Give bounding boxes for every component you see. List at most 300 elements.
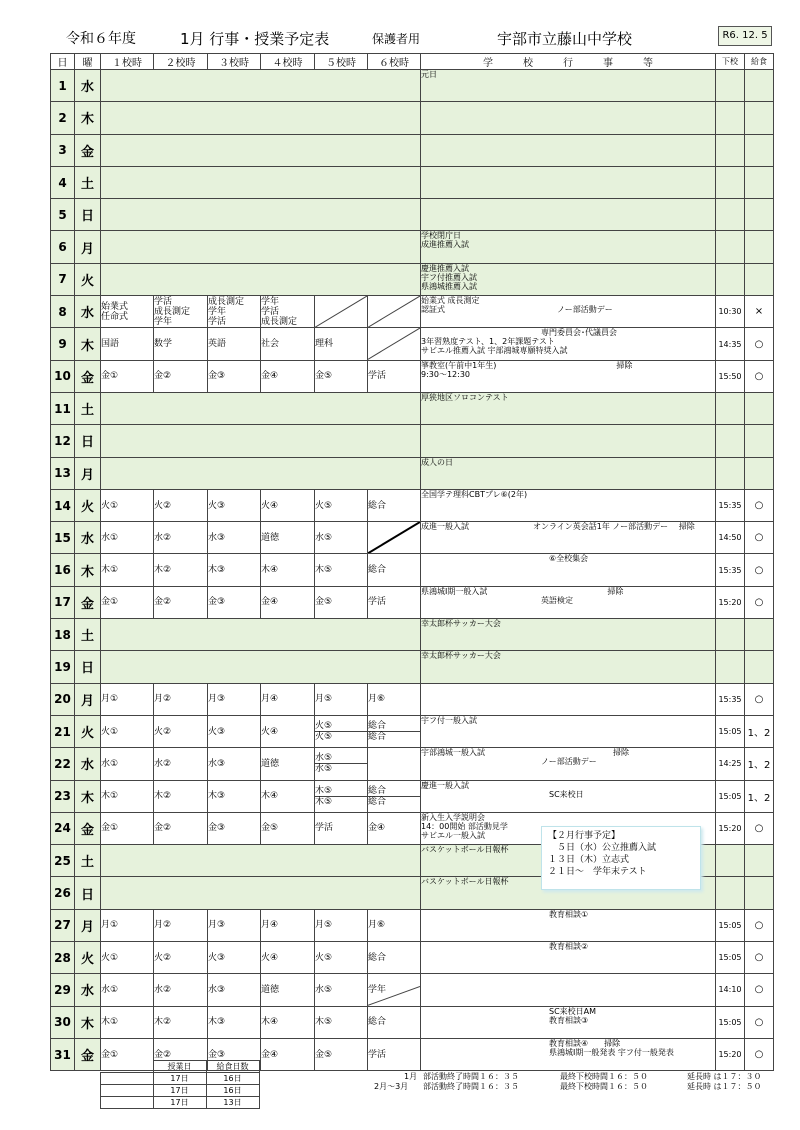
dismissal-time: 15:05 xyxy=(716,942,745,974)
period-line: 月⑥ xyxy=(368,920,386,931)
events-cell xyxy=(421,263,716,295)
dismissal-time xyxy=(716,166,745,198)
period-line: 学活 xyxy=(315,823,334,834)
event-line: SC来校日AM xyxy=(421,1006,597,1016)
period-cell xyxy=(368,683,421,715)
period-cell xyxy=(368,715,421,747)
period-cell xyxy=(101,586,154,618)
weekday: 水 xyxy=(75,522,101,554)
period-cell xyxy=(101,812,154,844)
lunch-mark xyxy=(745,651,774,683)
dismissal-time xyxy=(716,231,745,263)
dismissal-time xyxy=(716,845,745,877)
table-row xyxy=(51,780,774,812)
school-name: 宇部市立藤山中学校 xyxy=(497,30,633,48)
period-cell xyxy=(368,586,421,618)
period-cell xyxy=(261,522,315,554)
event-line: 専門委員会･代議員会 xyxy=(421,328,617,338)
event-line: 宇フ付推薦入試 xyxy=(421,272,477,282)
period-line: 総合 xyxy=(368,732,387,743)
period-cell xyxy=(261,1006,315,1038)
lunch-mark: × xyxy=(745,296,774,328)
period-line: 金③ xyxy=(208,1049,226,1060)
event-line: 慶進推薦入試 xyxy=(421,263,469,273)
schedule-table xyxy=(50,53,774,1071)
footer-febmar-club: 部活動終了時間１６：３５ xyxy=(423,1082,519,1091)
day-number: 15 xyxy=(51,522,75,554)
dismissal-time: 15:05 xyxy=(716,909,745,941)
events-cell xyxy=(421,942,716,974)
event-line: 学校閉庁日 xyxy=(421,231,461,241)
events-cell xyxy=(421,166,716,198)
period-cell xyxy=(101,748,154,780)
period-line: 金① xyxy=(101,371,119,382)
day-number: 9 xyxy=(51,328,75,360)
period-cell xyxy=(368,1038,421,1070)
period-line: 火① xyxy=(101,952,119,963)
dismissal-time xyxy=(716,134,745,166)
weekday: 日 xyxy=(75,199,101,231)
period-line: 木④ xyxy=(261,565,279,576)
events-cell xyxy=(421,909,716,941)
period-line: 木③ xyxy=(208,565,226,576)
period-cell xyxy=(368,554,421,586)
periods-blank xyxy=(101,457,421,489)
period-line: 月② xyxy=(154,920,172,931)
weekday: 木 xyxy=(75,554,101,586)
period-line: 木② xyxy=(154,565,172,576)
period-cell xyxy=(368,748,421,780)
event-line: 元日 xyxy=(421,70,437,79)
dismissal-time: 14:25 xyxy=(716,748,745,780)
periods-blank xyxy=(101,651,421,683)
lunch-mark xyxy=(745,199,774,231)
weekday: 水 xyxy=(75,296,101,328)
weekday: 金 xyxy=(75,360,101,392)
period-line: 金④ xyxy=(261,371,279,382)
dismissal-time xyxy=(716,102,745,134)
lunch-mark: ○ xyxy=(745,1038,774,1070)
period-line: 社会 xyxy=(261,339,280,350)
summary-table xyxy=(100,1060,260,1109)
table-row xyxy=(51,392,774,424)
event-line: 宇部鴻城一般入試 掃除 xyxy=(421,748,629,758)
period-line: 火⑤ xyxy=(315,952,333,963)
period-line: 水② xyxy=(154,532,172,543)
table-row xyxy=(51,457,774,489)
period-line: 火③ xyxy=(208,726,226,737)
table-row xyxy=(51,134,774,166)
table-row xyxy=(51,166,774,198)
period-cell xyxy=(261,780,315,812)
period-line: 道徳 xyxy=(261,532,280,543)
day-number: 20 xyxy=(51,683,75,715)
period-line: 成長測定 xyxy=(208,296,245,307)
period-line: 木⑤ xyxy=(315,1017,333,1028)
dismissal-time: 15:50 xyxy=(716,360,745,392)
events-cell xyxy=(421,360,716,392)
day-number: 12 xyxy=(51,425,75,457)
table-row xyxy=(51,489,774,521)
dismissal-time: 14:10 xyxy=(716,974,745,1006)
events-cell xyxy=(421,231,716,263)
table-row xyxy=(51,425,774,457)
day-number: 7 xyxy=(51,263,75,295)
period-cell xyxy=(315,554,368,586)
period-line: 水⑤ xyxy=(315,753,367,764)
lunch-mark xyxy=(745,134,774,166)
period-line: 水⑤ xyxy=(315,984,333,995)
weekday: 月 xyxy=(75,457,101,489)
event-line: 幸太郎杯サッカー大会 xyxy=(421,619,501,629)
summary-cell: 16日 xyxy=(206,1073,259,1085)
period-line: 水⑤ xyxy=(315,532,333,543)
periods-blank xyxy=(101,425,421,457)
issue-date: R6. 12. 5 xyxy=(718,26,772,46)
day-number: 1 xyxy=(51,70,75,102)
event-line: 成進推薦入試 xyxy=(421,240,469,250)
weekday: 土 xyxy=(75,619,101,651)
period-line: 木① xyxy=(101,565,119,576)
events-cell xyxy=(421,457,716,489)
period-line: 英語 xyxy=(208,339,227,350)
period-line: 水① xyxy=(101,758,119,769)
summary-cell: 13日 xyxy=(206,1097,259,1109)
event-line: 幸太郎杯サッカー大会 xyxy=(421,651,501,661)
events-cell xyxy=(421,70,716,102)
periods-blank xyxy=(101,392,421,424)
period-cell xyxy=(315,748,368,780)
event-line: 教育相談① xyxy=(421,909,589,919)
period-line: 水③ xyxy=(208,984,226,995)
table-row xyxy=(51,360,774,392)
period-line: 総合 xyxy=(368,786,420,797)
fiscal-year: 令和６年度 xyxy=(66,31,136,47)
period-cell xyxy=(368,974,421,1006)
summary-header-lunch-days: 給食日数 xyxy=(206,1061,259,1073)
day-number: 22 xyxy=(51,748,75,780)
weekday: 水 xyxy=(75,748,101,780)
period-cell xyxy=(208,360,261,392)
period-cell xyxy=(154,586,208,618)
weekday: 木 xyxy=(75,102,101,134)
period-cell xyxy=(208,909,261,941)
period-line: 学年 xyxy=(368,984,387,995)
period-cell xyxy=(154,812,208,844)
event-line: 9:30～12:30 xyxy=(421,369,471,379)
period-cell xyxy=(154,522,208,554)
period-line: 金⑤ xyxy=(315,371,333,382)
period-line: 火⑤ xyxy=(315,732,333,743)
diagonal-line xyxy=(368,522,420,553)
period-line: 金④ xyxy=(261,1049,279,1060)
lunch-mark xyxy=(745,263,774,295)
footer-jan-club: 部活動終了時間１６：３５ xyxy=(423,1072,519,1081)
period-cell xyxy=(154,780,208,812)
footer-febmar-label: 2月～3月 xyxy=(374,1082,409,1091)
period-cell xyxy=(101,715,154,747)
events-cell xyxy=(421,102,716,134)
period-line: 学年 xyxy=(208,306,227,317)
event-line: 慶進一般入試 xyxy=(421,780,469,790)
lunch-mark: ○ xyxy=(745,974,774,1006)
period-line: 金④ xyxy=(261,597,279,608)
table-row xyxy=(51,102,774,134)
period-line: 火② xyxy=(154,952,172,963)
table-row xyxy=(51,199,774,231)
events-cell xyxy=(421,296,716,328)
period-line: 月④ xyxy=(261,920,279,931)
dismissal-time: 15:05 xyxy=(716,1006,745,1038)
period-cell xyxy=(154,328,208,360)
events-cell xyxy=(421,522,716,554)
lunch-mark: ○ xyxy=(745,554,774,586)
period-cell xyxy=(315,942,368,974)
period-cell xyxy=(261,683,315,715)
footer-febmar-ext: 延長時 は１７：５０ xyxy=(687,1082,762,1091)
table-row xyxy=(51,748,774,780)
period-cell xyxy=(261,296,315,328)
day-number: 16 xyxy=(51,554,75,586)
event-line: 県鴻城Ⅰ期一般発表 宇フ付一般発表 xyxy=(421,1047,674,1057)
lunch-mark: ○ xyxy=(745,360,774,392)
period-cell xyxy=(208,586,261,618)
period-cell xyxy=(315,780,368,812)
period-line: 理科 xyxy=(315,339,334,350)
periods-blank xyxy=(101,877,421,909)
weekday: 日 xyxy=(75,425,101,457)
day-number: 21 xyxy=(51,715,75,747)
dismissal-time: 14:35 xyxy=(716,328,745,360)
weekday: 土 xyxy=(75,392,101,424)
period-cell xyxy=(208,812,261,844)
period-line: 金① xyxy=(101,1049,119,1060)
period-cell xyxy=(208,715,261,747)
event-line: 厚狭地区ソロコンテスト xyxy=(421,392,509,402)
period-line: 火② xyxy=(154,726,172,737)
period-line: 火④ xyxy=(261,726,279,737)
table-row xyxy=(51,231,774,263)
period-line: 数学 xyxy=(154,339,173,350)
period-line: 金③ xyxy=(208,371,226,382)
weekday: 火 xyxy=(75,489,101,521)
period-cell xyxy=(368,942,421,974)
period-cell xyxy=(101,974,154,1006)
period-line: 月⑤ xyxy=(315,694,333,705)
summary-cell: 17日 xyxy=(153,1085,206,1097)
period-line: 火⑤ xyxy=(315,500,333,511)
weekday: 水 xyxy=(75,70,101,102)
day-number: 31 xyxy=(51,1038,75,1070)
period-line: 月⑥ xyxy=(368,694,386,705)
period-cell xyxy=(368,1006,421,1038)
day-number: 27 xyxy=(51,909,75,941)
dismissal-time: 15:20 xyxy=(716,1038,745,1070)
period-line: 金② xyxy=(154,597,172,608)
events-cell xyxy=(421,392,716,424)
period-line: 木② xyxy=(154,791,172,802)
event-line: 全国学テ理科CBTプレ⑥(2年) xyxy=(421,489,528,499)
lunch-mark: ○ xyxy=(745,1006,774,1038)
table-row xyxy=(51,586,774,618)
period-line: 成長測定 xyxy=(154,306,191,317)
period-cell xyxy=(315,489,368,521)
period-line: 学活 xyxy=(368,597,387,608)
period-cell xyxy=(208,296,261,328)
period-line: 火① xyxy=(101,726,119,737)
dismissal-time: 15:35 xyxy=(716,489,745,521)
period-line: 金① xyxy=(101,597,119,608)
weekday: 土 xyxy=(75,166,101,198)
summary-cell: 17日 xyxy=(153,1073,206,1085)
period-line: 水② xyxy=(154,758,172,769)
period-cell xyxy=(154,489,208,521)
lunch-mark xyxy=(745,877,774,909)
lunch-mark xyxy=(745,231,774,263)
lunch-mark: 1、2 xyxy=(745,748,774,780)
note-line: １３日（木）立志式 xyxy=(548,855,630,865)
day-number: 26 xyxy=(51,877,75,909)
february-note xyxy=(541,826,701,890)
lunch-mark: ○ xyxy=(745,328,774,360)
footer-febmar-last: 最終下校時間１６：５０ xyxy=(560,1082,648,1091)
lunch-mark: ○ xyxy=(745,522,774,554)
lunch-mark: ○ xyxy=(745,812,774,844)
day-number: 2 xyxy=(51,102,75,134)
dismissal-time xyxy=(716,263,745,295)
period-cell xyxy=(315,715,368,747)
periods-blank xyxy=(101,199,421,231)
table-row xyxy=(51,619,774,651)
period-line: 水⑤ xyxy=(315,764,333,775)
table-row xyxy=(51,715,774,747)
period-cell xyxy=(101,296,154,328)
period-cell xyxy=(368,780,421,812)
col-period-6: ６校時 xyxy=(368,54,421,70)
lunch-mark: ○ xyxy=(745,942,774,974)
weekday: 火 xyxy=(75,715,101,747)
table-row xyxy=(51,70,774,102)
period-line: 水② xyxy=(154,984,172,995)
dismissal-time xyxy=(716,70,745,102)
period-cell xyxy=(315,812,368,844)
period-line: 火⑤ xyxy=(315,721,367,732)
events-cell xyxy=(421,683,716,715)
dismissal-time xyxy=(716,392,745,424)
page-title: 1月 行事・授業予定表 xyxy=(180,30,330,48)
event-line: 始業式 成長測定 xyxy=(421,296,480,306)
day-number: 4 xyxy=(51,166,75,198)
period-cell xyxy=(208,942,261,974)
event-line: SC来校日 xyxy=(421,789,584,799)
period-line: 木⑤ xyxy=(315,796,333,807)
event-line: 教育相談② xyxy=(421,942,589,952)
period-line: 金③ xyxy=(208,823,226,834)
table-row xyxy=(51,683,774,715)
period-cell xyxy=(208,683,261,715)
period-line: 金④ xyxy=(368,823,386,834)
period-cell xyxy=(261,554,315,586)
period-line: 木① xyxy=(101,791,119,802)
events-cell xyxy=(421,748,716,780)
period-cell xyxy=(154,715,208,747)
periods-blank xyxy=(101,102,421,134)
period-line: 金⑤ xyxy=(315,597,333,608)
period-line: 火② xyxy=(154,500,172,511)
events-cell xyxy=(421,425,716,457)
period-cell xyxy=(261,1038,315,1070)
weekday: 月 xyxy=(75,231,101,263)
header-row xyxy=(51,54,774,70)
diagonal-line xyxy=(315,296,367,327)
event-line: 宇フ付一般入試 xyxy=(421,715,477,725)
event-line: 成進一般入試 オンライン英会話1年 ノー部活動デー 掃除 xyxy=(421,522,695,532)
period-line: 木④ xyxy=(261,791,279,802)
period-line: 道徳 xyxy=(261,758,280,769)
period-line: 学年 xyxy=(154,316,173,327)
period-line: 学年 xyxy=(261,296,280,307)
diagonal-line xyxy=(368,296,420,327)
summary-cell: 16日 xyxy=(206,1085,259,1097)
periods-blank xyxy=(101,263,421,295)
period-line: 火④ xyxy=(261,500,279,511)
weekday: 金 xyxy=(75,1038,101,1070)
period-cell xyxy=(101,942,154,974)
period-cell xyxy=(368,909,421,941)
lunch-mark xyxy=(745,70,774,102)
period-cell xyxy=(261,748,315,780)
period-cell xyxy=(368,296,421,328)
period-cell xyxy=(101,780,154,812)
period-line: 道徳 xyxy=(261,984,280,995)
weekday: 土 xyxy=(75,845,101,877)
lunch-mark: ○ xyxy=(745,586,774,618)
weekday: 火 xyxy=(75,263,101,295)
weekday: 月 xyxy=(75,909,101,941)
period-cell xyxy=(315,328,368,360)
event-line: ⑥全校集会 xyxy=(421,554,589,564)
col-weekday: 曜 xyxy=(75,54,101,70)
period-line: 金① xyxy=(101,823,119,834)
period-cell xyxy=(208,328,261,360)
period-cell xyxy=(101,328,154,360)
periods-blank xyxy=(101,619,421,651)
lunch-mark: 1、2 xyxy=(745,780,774,812)
period-cell xyxy=(154,909,208,941)
event-line: 認証式 ノー部活動デー xyxy=(421,305,613,315)
audience-label: 保護者用 xyxy=(372,32,421,46)
period-cell xyxy=(261,586,315,618)
lunch-mark: 1、2 xyxy=(745,715,774,747)
period-cell xyxy=(315,522,368,554)
day-number: 24 xyxy=(51,812,75,844)
weekday: 金 xyxy=(75,586,101,618)
period-line: 総合 xyxy=(368,721,420,732)
period-cell xyxy=(208,1006,261,1038)
table-row xyxy=(51,942,774,974)
day-number: 17 xyxy=(51,586,75,618)
period-cell xyxy=(261,489,315,521)
lunch-mark: ○ xyxy=(745,683,774,715)
day-number: 19 xyxy=(51,651,75,683)
events-cell xyxy=(421,619,716,651)
lunch-mark: ○ xyxy=(745,909,774,941)
note-line: ５日（水）公立推薦入試 xyxy=(548,843,657,853)
dismissal-time: 10:30 xyxy=(716,296,745,328)
periods-blank xyxy=(101,231,421,263)
period-line: 学活 xyxy=(261,306,280,317)
period-cell xyxy=(261,360,315,392)
